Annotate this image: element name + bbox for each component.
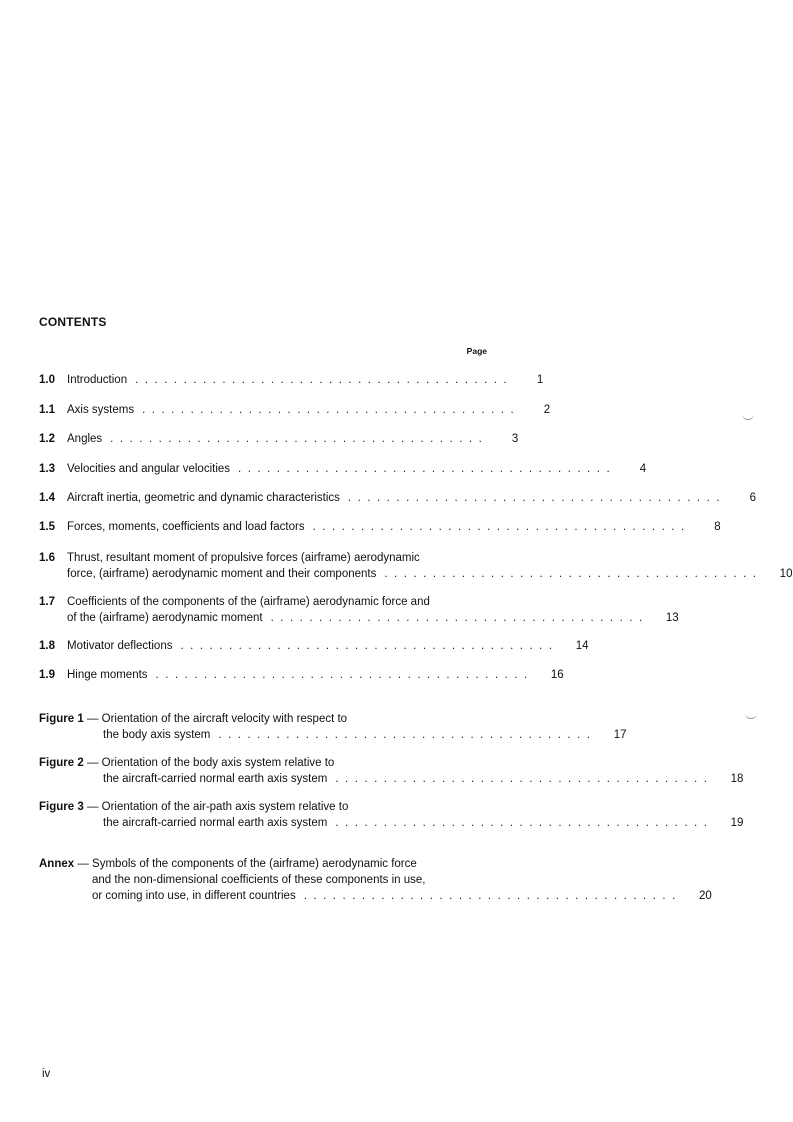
entry-title: Coefficients of the components of the (airframe) aerodynamic force and (67, 596, 430, 608)
entry-title-continued: the body axis system (103, 729, 211, 741)
dot-leader: ....................................... (335, 817, 714, 829)
section-number: 1.2 (39, 433, 55, 445)
section-number: 1.1 (39, 404, 55, 416)
dot-leader: ....................................... (335, 773, 714, 785)
page-number: 6 (749, 492, 757, 504)
page-number: 10 (779, 568, 793, 580)
toc-entry (39, 550, 793, 582)
entry-title-continued: force, (airframe) aerodynamic moment and their components (67, 568, 377, 580)
dot-leader: ....................................... (347, 492, 727, 504)
page-number: 2 (543, 404, 551, 416)
toc-entry (39, 490, 757, 506)
entry-title: — Symbols of the components of the (airframe) aerodynamic force (77, 858, 417, 870)
entry-title: Velocities and angular velocities (67, 463, 231, 475)
entry-title-continued: the aircraft-carried normal earth axis system (103, 773, 328, 785)
entry-title-continued: or coming into use, in different countries (92, 890, 296, 902)
page-number: 17 (613, 729, 627, 741)
entry-title-continued: the aircraft-carried normal earth axis system (103, 817, 328, 829)
dot-leader: ....................................... (142, 404, 521, 416)
section-number: 1.6 (39, 552, 55, 564)
entry-title: Hinge moments (67, 669, 148, 681)
page-number: 8 (714, 521, 721, 533)
entry-title: — Orientation of the air-path axis system relative to (86, 801, 349, 813)
scan-mark (742, 414, 754, 420)
section-number: 1.8 (39, 640, 55, 652)
entry-title: Motivator deflections (67, 640, 173, 652)
figure-label: Figure 1 (39, 713, 84, 725)
section-number: 1.5 (39, 521, 55, 533)
toc-entry (39, 667, 564, 683)
dot-leader: ....................................... (303, 890, 682, 902)
page-number: 3 (511, 433, 519, 445)
entry-title: Introduction (67, 374, 128, 386)
section-number: 1.0 (39, 374, 55, 386)
page-number: 19 (730, 817, 744, 829)
figure-entry (39, 799, 744, 831)
page-number: 13 (665, 612, 679, 624)
page-number: 14 (575, 640, 589, 652)
annex-label: Annex (39, 858, 75, 870)
dot-leader: ....................................... (110, 433, 489, 445)
page-number: 16 (550, 669, 564, 681)
figure-label: Figure 2 (39, 757, 84, 769)
dot-leader: ....................................... (218, 729, 597, 741)
entry-title: Axis systems (67, 404, 135, 416)
figure-entry (39, 755, 744, 787)
toc-entry (39, 594, 679, 626)
dot-leader: ....................................... (180, 640, 559, 652)
page-footer-number: iv (42, 1068, 51, 1080)
page-number: 20 (699, 890, 712, 902)
section-number: 1.9 (39, 669, 55, 681)
toc-entry (39, 519, 721, 535)
entry-title: Angles (67, 433, 103, 445)
figure-label: Figure 3 (39, 801, 84, 813)
dot-leader: ....................................... (238, 463, 617, 475)
toc-entry (39, 372, 544, 388)
section-number: 1.3 (39, 463, 55, 475)
contents-heading: CONTENTS (39, 315, 107, 329)
figure-entry (39, 711, 627, 743)
page-column-header: Page (466, 346, 487, 356)
entry-title-continued: of the (airframe) aerodynamic moment (67, 612, 263, 624)
dot-leader: ....................................... (270, 612, 649, 624)
section-number: 1.4 (39, 492, 55, 504)
toc-entry (39, 638, 589, 654)
entry-title: Thrust, resultant moment of propulsive forces (airframe) aerodynamic (67, 552, 420, 564)
toc-entry (39, 461, 647, 477)
toc-entry (39, 402, 551, 418)
entry-title: — Orientation of the body axis system relative to (86, 757, 335, 769)
toc-entry (39, 431, 519, 447)
page-number: 1 (536, 374, 544, 386)
annex-entry (39, 856, 712, 904)
scan-mark (745, 713, 757, 719)
entry-title: Aircraft inertia, geometric and dynamic characteristics (67, 492, 340, 504)
entry-title: Forces, moments, coefficients and load factors (67, 521, 305, 533)
entry-title-continued: and the non-dimensional coefficients of these components in use, (92, 874, 426, 886)
section-number: 1.7 (39, 596, 55, 608)
dot-leader: ....................................... (384, 568, 763, 580)
page-number: 18 (730, 773, 744, 785)
dot-leader: ....................................... (135, 374, 514, 386)
dot-leader: ....................................... (155, 669, 534, 681)
dot-leader: ....................................... (312, 521, 691, 533)
entry-title: — Orientation of the aircraft velocity with respect to (86, 713, 348, 725)
page-number: 4 (639, 463, 647, 475)
